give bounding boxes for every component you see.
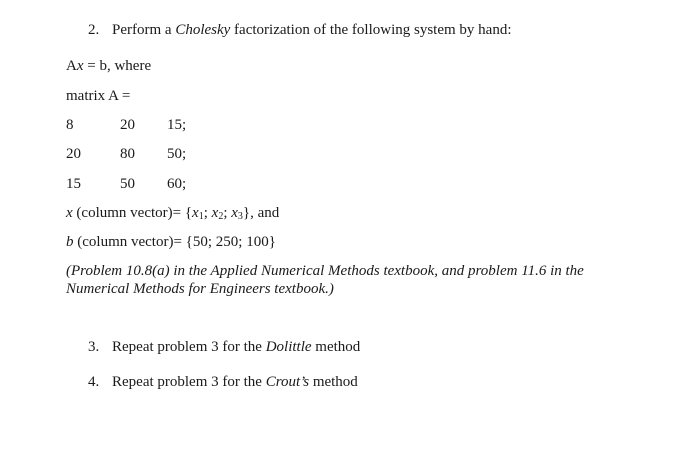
x3: x [231, 205, 238, 221]
equation-A: A [66, 58, 77, 74]
matrix-cell: 60; [167, 176, 187, 192]
problem-2-number: 2. [88, 22, 100, 38]
problem-4-text-after: method [309, 374, 358, 390]
problem-4-method: Crout’s [265, 374, 310, 390]
x-vector-line [66, 204, 279, 226]
problem-2-statement [88, 21, 511, 39]
problem-4-number: 4. [88, 374, 100, 390]
problem-3-text-before: Repeat problem 3 for the [112, 339, 266, 355]
matrix-cell: 80 [120, 146, 135, 162]
x-sep-2: ; [223, 205, 232, 221]
x2-subscript: 2 [218, 211, 224, 222]
matrix-cell: 50 [120, 176, 135, 192]
b-vector-line [66, 233, 276, 251]
matrix-cell: 20 [66, 146, 81, 162]
x2: x [211, 205, 219, 221]
b-label: (column vector)= {50; 250; 100} [73, 234, 276, 250]
matrix-cell: 15 [66, 176, 81, 192]
matrix-cell: 15; [167, 117, 187, 133]
problem-2-text-before: Perform a [112, 22, 176, 38]
problem-4-text-before: Repeat problem 3 for the [112, 374, 266, 390]
equation-x: x [76, 58, 84, 74]
problem-3-statement [88, 338, 360, 356]
system-equation [66, 57, 151, 75]
equation-rest: = b, where [83, 58, 152, 74]
problem-3-text-after: method [311, 339, 361, 355]
x-label: (column vector)= { [72, 205, 193, 221]
problem-3-method: Dolittle [265, 339, 312, 355]
x-var: x [66, 205, 73, 221]
problem-4-statement [88, 373, 358, 391]
x-sep-1: ; [203, 205, 212, 221]
x1-subscript: 1 [198, 211, 204, 222]
x1: x [192, 205, 199, 221]
matrix-cell: 50; [167, 146, 187, 162]
matrix-cell: 20 [120, 117, 135, 133]
problem-2-method: Cholesky [175, 22, 231, 38]
matrix-label: matrix A = [66, 88, 131, 104]
b-var: b [66, 234, 74, 250]
x3-subscript: 3 [237, 211, 243, 222]
reference-note: (Problem 10.8(a) in the Applied Numerical Methods textbook, and problem 11.6 in the Numerical Methods for Engineers textbook.) [66, 263, 584, 297]
problem-3-number: 3. [88, 339, 100, 355]
matrix-cell: 8 [66, 117, 74, 133]
problem-2-text-after: factorization of the following system by hand: [230, 22, 512, 38]
x-tail: }, and [242, 205, 280, 221]
